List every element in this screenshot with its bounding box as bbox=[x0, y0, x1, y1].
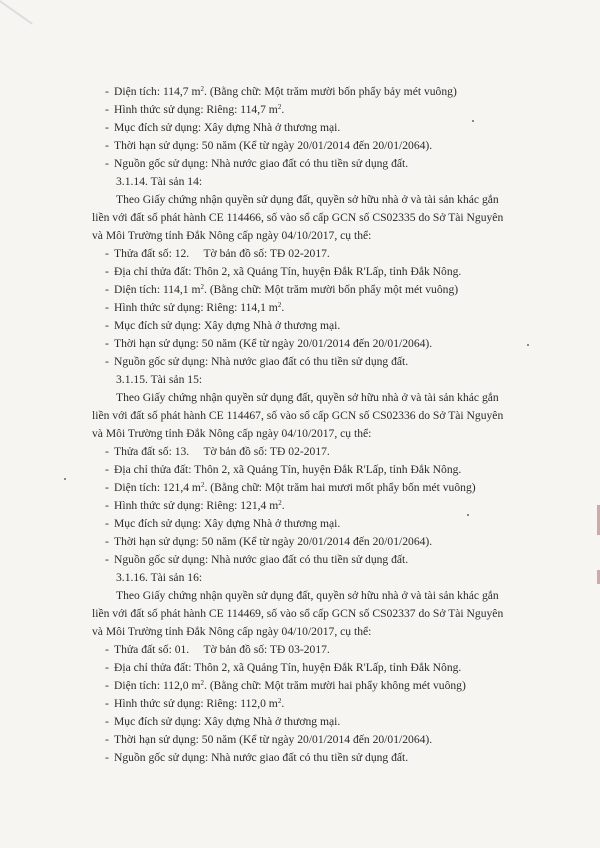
usage-purpose-line: - Mục đích sử dụng: Xây dựng Nhà ở thương mại. bbox=[92, 515, 522, 533]
address-line: - Địa chỉ thửa đất: Thôn 2, xã Quảng Tín, huyện Đắk R'Lấp, tỉnh Đắk Nông. bbox=[92, 659, 522, 677]
scan-dot bbox=[467, 514, 469, 516]
usage-origin-line: - Nguồn gốc sử dụng: Nhà nước giao đất có thu tiền sử dụng đất. bbox=[92, 749, 522, 767]
asset-heading: 3.1.16. Tài sản 16: bbox=[116, 571, 203, 584]
usage-term-line: - Thời hạn sử dụng: 50 năm (Kể từ ngày 20/01/2014 đến 20/01/2064). bbox=[92, 137, 522, 155]
paragraph-line: liền với đất số phát hành CE 114466, số vào sổ cấp GCN số CS02335 do Sở Tài Nguyên bbox=[92, 211, 504, 224]
paragraph-line: và Môi Trường tỉnh Đắk Nông cấp ngày 04/10/2017, cụ thể: bbox=[92, 427, 372, 440]
paragraph-line: liền với đất số phát hành CE 114469, số vào sổ cấp GCN số CS02337 do Sở Tài Nguyên bbox=[92, 607, 504, 620]
usage-term-line: - Thời hạn sử dụng: 50 năm (Kể từ ngày 20/01/2014 đến 20/01/2064). bbox=[92, 533, 522, 551]
paragraph-line: liền với đất số phát hành CE 114467, số vào sổ cấp GCN số CS02336 do Sở Tài Nguyên bbox=[92, 409, 504, 422]
paragraph-line: và Môi Trường tỉnh Đắk Nông cấp ngày 04/10/2017, cụ thể: bbox=[92, 229, 372, 242]
document-body bbox=[92, 83, 522, 767]
usage-form-line: - Hình thức sử dụng: Riêng: 112,0 $m^2$. bbox=[92, 695, 522, 713]
usage-purpose-line: - Mục đích sử dụng: Xây dựng Nhà ở thương mại. bbox=[92, 119, 522, 137]
usage-term-line: - Thời hạn sử dụng: 50 năm (Kể từ ngày 20/01/2014 đến 20/01/2064). bbox=[92, 731, 522, 749]
paragraph-line: Theo Giấy chứng nhận quyền sử dụng đất, quyền sở hữu nhà ở và tài sản khác gắn bbox=[116, 589, 499, 602]
usage-form-line: - Hình thức sử dụng: Riêng: 114,7 $m^2$. bbox=[92, 101, 522, 119]
asset-heading: 3.1.15. Tài sản 15: bbox=[116, 373, 203, 386]
scan-dot bbox=[472, 120, 474, 122]
paragraph-line: Theo Giấy chứng nhận quyền sử dụng đất, quyền sở hữu nhà ở và tài sản khác gắn bbox=[116, 193, 499, 206]
paragraph-line: Theo Giấy chứng nhận quyền sử dụng đất, quyền sở hữu nhà ở và tài sản khác gắn bbox=[116, 391, 499, 404]
area-line: - Diện tích: 121,4 $m^2$. (Bằng chữ: Một trăm hai mươi mốt phẩy bốn mét vuông) bbox=[92, 479, 522, 497]
usage-purpose-line: - Mục đích sử dụng: Xây dựng Nhà ở thương mại. bbox=[92, 317, 522, 335]
usage-term-line: - Thời hạn sử dụng: 50 năm (Kể từ ngày 20/01/2014 đến 20/01/2064). bbox=[92, 335, 522, 353]
scan-artifact-line bbox=[0, 0, 33, 25]
parcel-line: - Thửa đất số: 13. Tờ bản đồ số: TĐ 02-2017. bbox=[92, 443, 522, 461]
parcel-line: - Thửa đất số: 01. Tờ bản đồ số: TĐ 03-2017. bbox=[92, 641, 522, 659]
parcel-line: - Thửa đất số: 12. Tờ bản đồ số: TĐ 02-2017. bbox=[92, 245, 522, 263]
usage-origin-line: - Nguồn gốc sử dụng: Nhà nước giao đất có thu tiền sử dụng đất. bbox=[92, 353, 522, 371]
area-line: - Diện tích: 114,1 $m^2$. (Bằng chữ: Một trăm mười bốn phẩy một mét vuông) bbox=[92, 281, 522, 299]
asset-heading: 3.1.14. Tài sản 14: bbox=[116, 175, 203, 188]
area-line: - Diện tích: 114,7 $m^2$. (Bằng chữ: Một trăm mười bốn phẩy bảy mét vuông) bbox=[92, 83, 522, 101]
usage-origin-line: - Nguồn gốc sử dụng: Nhà nước giao đất có thu tiền sử dụng đất. bbox=[92, 155, 522, 173]
address-line: - Địa chỉ thửa đất: Thôn 2, xã Quảng Tín, huyện Đắk R'Lấp, tỉnh Đắk Nông. bbox=[92, 461, 522, 479]
area-line: - Diện tích: 112,0 $m^2$. (Bằng chữ: Một trăm mười hai phẩy không mét vuông) bbox=[92, 677, 522, 695]
paragraph-line: và Môi Trường tỉnh Đắk Nông cấp ngày 04/10/2017, cụ thể: bbox=[92, 625, 372, 638]
usage-form-line: - Hình thức sử dụng: Riêng: 121,4 $m^2$. bbox=[92, 497, 522, 515]
usage-purpose-line: - Mục đích sử dụng: Xây dựng Nhà ở thương mại. bbox=[92, 713, 522, 731]
scan-dot bbox=[527, 344, 529, 346]
usage-origin-line: - Nguồn gốc sử dụng: Nhà nước giao đất có thu tiền sử dụng đất. bbox=[92, 551, 522, 569]
usage-form-line: - Hình thức sử dụng: Riêng: 114,1 $m^2$. bbox=[92, 299, 522, 317]
address-line: - Địa chỉ thửa đất: Thôn 2, xã Quảng Tín, huyện Đắk R'Lấp, tỉnh Đắk Nông. bbox=[92, 263, 522, 281]
scan-dot bbox=[64, 478, 66, 480]
